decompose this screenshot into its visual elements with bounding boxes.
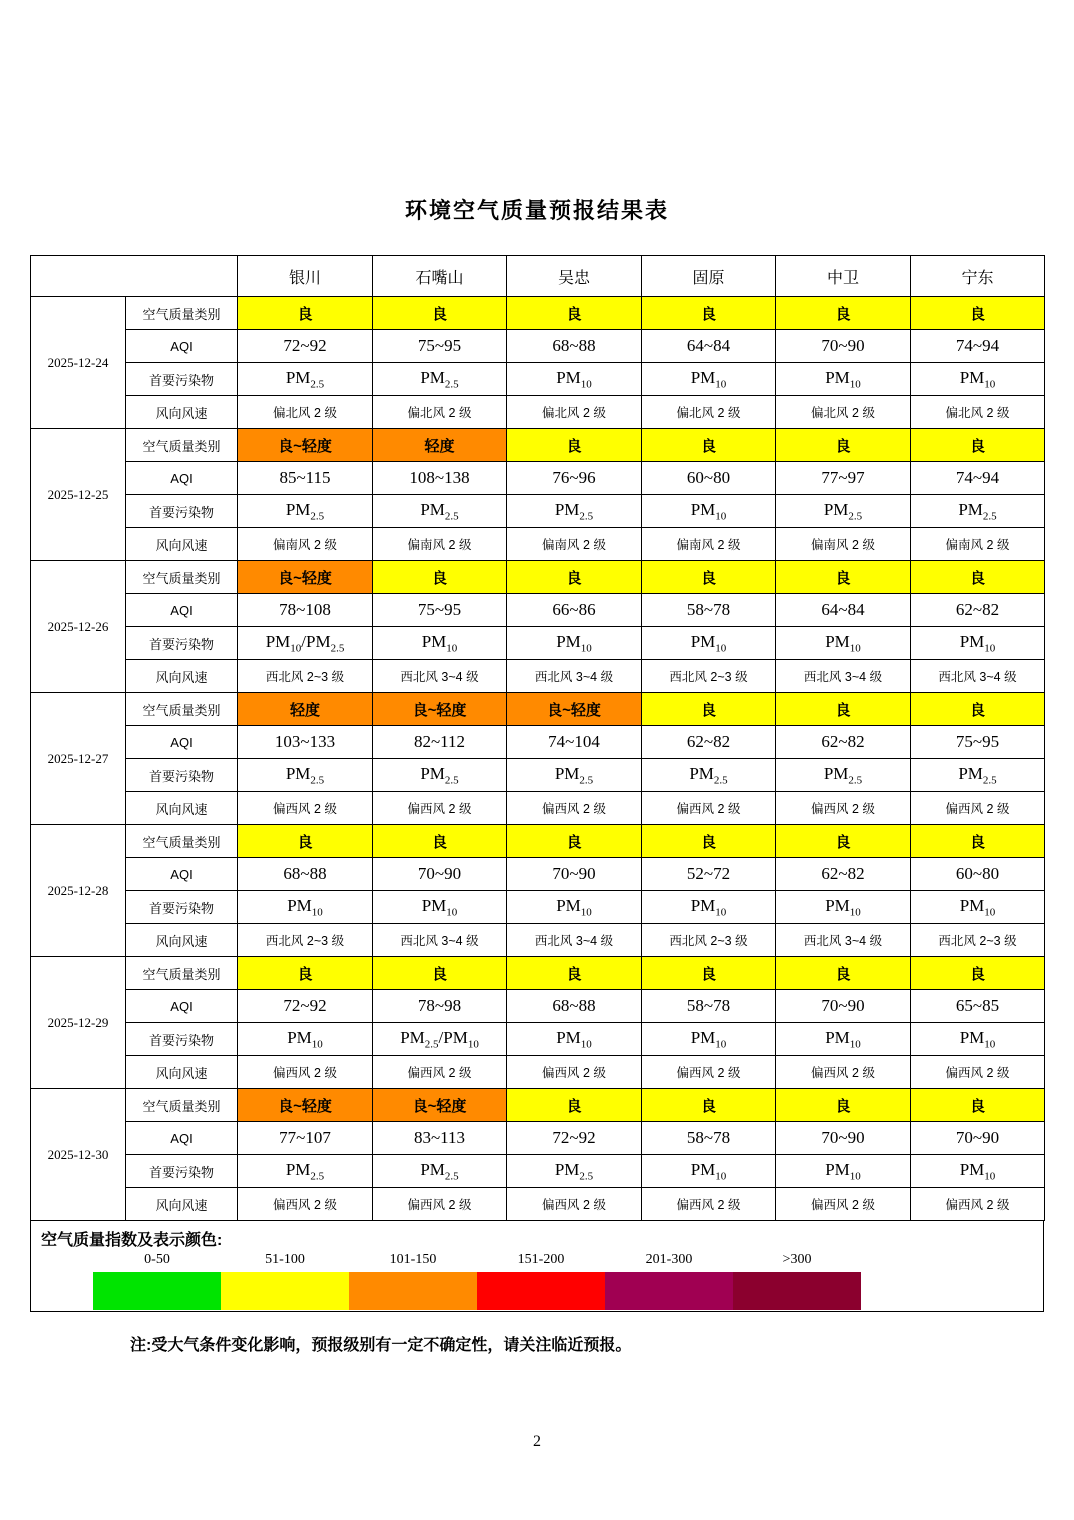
pollutant-cell: $PM_{10}$	[776, 363, 911, 396]
pollutant-cell: $PM_{2.5}$	[507, 759, 642, 792]
wind-cell: 偏西风 2 级	[642, 1056, 776, 1089]
category-cell: 良~轻度	[238, 1089, 373, 1122]
wind-cell: 偏南风 2 级	[642, 528, 776, 561]
category-cell: 良	[911, 561, 1045, 594]
aqi-cell: 60~80	[642, 462, 776, 495]
wind-cell: 西北风 2~3 级	[911, 924, 1045, 957]
aqi-cell: 62~82	[776, 858, 911, 891]
pollutant-cell: $PM_{2.5}$	[238, 759, 373, 792]
table-row	[31, 825, 1045, 858]
aqi-cell: 108~138	[373, 462, 507, 495]
city-header: 固原	[642, 256, 776, 297]
corner-cell	[31, 256, 238, 297]
pollutant-cell: $PM_{10}$	[911, 1023, 1045, 1056]
pollutant-cell: $PM_{2.5}/PM_{10}$	[373, 1023, 507, 1056]
category-cell: 轻度	[373, 429, 507, 462]
category-cell: 良	[911, 1089, 1045, 1122]
city-header: 银川	[238, 256, 373, 297]
aqi-cell: 82~112	[373, 726, 507, 759]
date-cell: 2025-12-30	[31, 1089, 126, 1221]
aqi-cell: 78~108	[238, 594, 373, 627]
legend-range-labels	[93, 1252, 861, 1268]
page-number: 2	[533, 1433, 541, 1450]
category-cell: 良	[642, 957, 776, 990]
city-header: 宁东	[911, 256, 1045, 297]
table-row	[31, 594, 1045, 627]
aqi-color-legend	[30, 1221, 1044, 1312]
category-cell: 良	[911, 693, 1045, 726]
wind-cell: 偏西风 2 级	[373, 1188, 507, 1221]
pollutant-cell: $PM_{2.5}$	[507, 1155, 642, 1188]
category-cell: 良	[507, 825, 642, 858]
pollutant-cell: $PM_{10}$	[776, 891, 911, 924]
row-label-aqi: AQI	[126, 330, 238, 363]
legend-title: 空气质量指数及表示颜色:	[41, 1232, 223, 1249]
city-header: 中卫	[776, 256, 911, 297]
aqi-cell: 58~78	[642, 594, 776, 627]
table-row	[31, 1056, 1045, 1089]
pollutant-cell: $PM_{2.5}$	[373, 1155, 507, 1188]
row-label-pollutant: 首要污染物	[126, 1023, 238, 1056]
wind-cell: 偏北风 2 级	[911, 396, 1045, 429]
pollutant-cell: $PM_{2.5}$	[911, 759, 1045, 792]
category-cell: 良	[507, 297, 642, 330]
wind-cell: 偏北风 2 级	[642, 396, 776, 429]
wind-cell: 西北风 3~4 级	[373, 924, 507, 957]
wind-cell: 偏南风 2 级	[911, 528, 1045, 561]
wind-cell: 偏西风 2 级	[642, 792, 776, 825]
pollutant-cell: $PM_{10}$	[507, 627, 642, 660]
category-cell: 良~轻度	[373, 693, 507, 726]
pollutant-cell: $PM_{2.5}$	[911, 495, 1045, 528]
category-cell: 良~轻度	[238, 561, 373, 594]
table-row	[31, 858, 1045, 891]
date-cell: 2025-12-25	[31, 429, 126, 561]
row-label-wind: 风向风速	[126, 924, 238, 957]
aqi-cell: 62~82	[642, 726, 776, 759]
row-label-aqi: AQI	[126, 858, 238, 891]
table-row	[31, 297, 1045, 330]
wind-cell: 偏西风 2 级	[911, 792, 1045, 825]
aqi-cell: 65~85	[911, 990, 1045, 1023]
table-row	[31, 1023, 1045, 1056]
row-label-pollutant: 首要污染物	[126, 363, 238, 396]
aqi-cell: 74~104	[507, 726, 642, 759]
forecast-table-wrapper	[30, 255, 1044, 1312]
aqi-cell: 75~95	[911, 726, 1045, 759]
legend-color-swatch	[477, 1272, 605, 1310]
pollutant-cell: $PM_{2.5}$	[776, 759, 911, 792]
wind-cell: 偏西风 2 级	[238, 1188, 373, 1221]
pollutant-cell: $PM_{10}$	[642, 1023, 776, 1056]
row-label-wind: 风向风速	[126, 660, 238, 693]
table-row	[31, 495, 1045, 528]
pollutant-cell: $PM_{2.5}$	[238, 1155, 373, 1188]
aqi-cell: 70~90	[776, 1122, 911, 1155]
aqi-cell: 76~96	[507, 462, 642, 495]
wind-cell: 偏西风 2 级	[642, 1188, 776, 1221]
category-cell: 良	[238, 297, 373, 330]
wind-cell: 偏南风 2 级	[507, 528, 642, 561]
wind-cell: 西北风 2~3 级	[238, 660, 373, 693]
aqi-cell: 68~88	[238, 858, 373, 891]
row-label-category: 空气质量类别	[126, 297, 238, 330]
page-title: 环境空气质量预报结果表	[404, 198, 669, 223]
table-row	[31, 363, 1045, 396]
row-label-pollutant: 首要污染物	[126, 627, 238, 660]
row-label-wind: 风向风速	[126, 1188, 238, 1221]
category-cell: 良	[642, 1089, 776, 1122]
wind-cell: 偏西风 2 级	[507, 792, 642, 825]
category-cell: 良	[776, 297, 911, 330]
table-row	[31, 726, 1045, 759]
wind-cell: 偏西风 2 级	[911, 1188, 1045, 1221]
table-row	[31, 1188, 1045, 1221]
aqi-cell: 68~88	[507, 330, 642, 363]
aqi-cell: 70~90	[776, 330, 911, 363]
aqi-cell: 74~94	[911, 462, 1045, 495]
category-cell: 良	[776, 825, 911, 858]
table-row	[31, 462, 1045, 495]
category-cell: 良	[373, 825, 507, 858]
wind-cell: 偏南风 2 级	[776, 528, 911, 561]
wind-cell: 偏西风 2 级	[238, 792, 373, 825]
pollutant-cell: $PM_{10}$	[507, 891, 642, 924]
aqi-cell: 70~90	[507, 858, 642, 891]
table-row	[31, 396, 1045, 429]
row-label-pollutant: 首要污染物	[126, 495, 238, 528]
table-row	[31, 528, 1045, 561]
legend-color-swatch	[93, 1272, 221, 1310]
category-cell: 良	[911, 957, 1045, 990]
table-row	[31, 693, 1045, 726]
wind-cell: 西北风 3~4 级	[507, 660, 642, 693]
aqi-cell: 75~95	[373, 330, 507, 363]
table-row	[31, 660, 1045, 693]
aqi-cell: 70~90	[776, 990, 911, 1023]
category-cell: 良	[373, 561, 507, 594]
wind-cell: 西北风 3~4 级	[507, 924, 642, 957]
wind-cell: 偏北风 2 级	[507, 396, 642, 429]
aqi-cell: 66~86	[507, 594, 642, 627]
row-label-category: 空气质量类别	[126, 693, 238, 726]
category-cell: 良	[776, 693, 911, 726]
wind-cell: 偏南风 2 级	[373, 528, 507, 561]
category-cell: 良	[776, 429, 911, 462]
legend-color-swatch	[349, 1272, 477, 1310]
wind-cell: 西北风 2~3 级	[238, 924, 373, 957]
pollutant-cell: $PM_{10}$	[911, 363, 1045, 396]
aqi-cell: 70~90	[911, 1122, 1045, 1155]
pollutant-cell: $PM_{10}$	[642, 363, 776, 396]
category-cell: 良	[642, 693, 776, 726]
aqi-cell: 60~80	[911, 858, 1045, 891]
wind-cell: 偏西风 2 级	[507, 1188, 642, 1221]
category-cell: 良	[642, 825, 776, 858]
legend-color-swatch	[733, 1272, 861, 1310]
aqi-cell: 64~84	[776, 594, 911, 627]
row-label-category: 空气质量类别	[126, 825, 238, 858]
aqi-cell: 68~88	[507, 990, 642, 1023]
row-label-aqi: AQI	[126, 462, 238, 495]
row-label-pollutant: 首要污染物	[126, 1155, 238, 1188]
legend-color-blocks	[93, 1272, 861, 1310]
category-cell: 良~轻度	[238, 429, 373, 462]
aqi-cell: 83~113	[373, 1122, 507, 1155]
aqi-cell: 78~98	[373, 990, 507, 1023]
category-cell: 良~轻度	[373, 1089, 507, 1122]
forecast-note: 注:受大气条件变化影响，预报级别有一定不确定性，请关注临近预报。	[130, 1337, 632, 1354]
row-label-wind: 风向风速	[126, 1056, 238, 1089]
wind-cell: 偏南风 2 级	[238, 528, 373, 561]
aqi-cell: 64~84	[642, 330, 776, 363]
category-cell: 良	[642, 297, 776, 330]
row-label-wind: 风向风速	[126, 792, 238, 825]
wind-cell: 西北风 3~4 级	[776, 660, 911, 693]
pollutant-cell: $PM_{2.5}$	[776, 495, 911, 528]
forecast-table	[30, 255, 1045, 1221]
aqi-cell: 62~82	[776, 726, 911, 759]
wind-cell: 西北风 3~4 级	[911, 660, 1045, 693]
date-cell: 2025-12-28	[31, 825, 126, 957]
pollutant-cell: $PM_{2.5}$	[507, 495, 642, 528]
category-cell: 良	[238, 825, 373, 858]
pollutant-cell: $PM_{2.5}$	[373, 363, 507, 396]
aqi-cell: 62~82	[911, 594, 1045, 627]
aqi-cell: 52~72	[642, 858, 776, 891]
pollutant-cell: $PM_{10}$	[776, 627, 911, 660]
wind-cell: 偏西风 2 级	[238, 1056, 373, 1089]
aqi-cell: 72~92	[238, 330, 373, 363]
legend-range-label: >300	[782, 1252, 812, 1267]
category-cell: 良	[507, 561, 642, 594]
row-label-wind: 风向风速	[126, 396, 238, 429]
legend-range-label: 0-50	[144, 1252, 170, 1267]
category-cell: 良	[642, 561, 776, 594]
row-label-aqi: AQI	[126, 1122, 238, 1155]
wind-cell: 偏西风 2 级	[911, 1056, 1045, 1089]
category-cell: 良	[507, 429, 642, 462]
wind-cell: 西北风 3~4 级	[776, 924, 911, 957]
category-cell: 良	[373, 297, 507, 330]
aqi-cell: 74~94	[911, 330, 1045, 363]
pollutant-cell: $PM_{10}$	[911, 627, 1045, 660]
table-row	[31, 330, 1045, 363]
pollutant-cell: $PM_{10}$	[911, 1155, 1045, 1188]
row-label-category: 空气质量类别	[126, 429, 238, 462]
wind-cell: 偏西风 2 级	[373, 792, 507, 825]
table-row	[31, 792, 1045, 825]
row-label-aqi: AQI	[126, 990, 238, 1023]
row-label-wind: 风向风速	[126, 528, 238, 561]
category-cell: 良	[776, 957, 911, 990]
pollutant-cell: $PM_{10}$	[507, 1023, 642, 1056]
row-label-aqi: AQI	[126, 594, 238, 627]
wind-cell: 偏北风 2 级	[238, 396, 373, 429]
row-label-aqi: AQI	[126, 726, 238, 759]
row-label-category: 空气质量类别	[126, 1089, 238, 1122]
header-row	[31, 256, 1045, 297]
pollutant-cell: $PM_{10}$	[911, 891, 1045, 924]
pollutant-cell: $PM_{10}$	[642, 627, 776, 660]
row-label-category: 空气质量类别	[126, 957, 238, 990]
date-cell: 2025-12-29	[31, 957, 126, 1089]
pollutant-cell: $PM_{2.5}$	[642, 759, 776, 792]
pollutant-cell: $PM_{10}$	[776, 1023, 911, 1056]
pollutant-cell: $PM_{10}$	[642, 891, 776, 924]
legend-range-label: 101-150	[389, 1252, 437, 1267]
category-cell: 良	[776, 561, 911, 594]
wind-cell: 西北风 2~3 级	[642, 660, 776, 693]
pollutant-cell: $PM_{2.5}$	[238, 495, 373, 528]
category-cell: 良	[911, 429, 1045, 462]
aqi-cell: 70~90	[373, 858, 507, 891]
category-cell: 良	[373, 957, 507, 990]
category-cell: 良	[238, 957, 373, 990]
aqi-cell: 72~92	[238, 990, 373, 1023]
table-row	[31, 1122, 1045, 1155]
table-row	[31, 957, 1045, 990]
row-label-category: 空气质量类别	[126, 561, 238, 594]
legend-color-swatch	[221, 1272, 349, 1310]
pollutant-cell: $PM_{2.5}$	[238, 363, 373, 396]
category-cell: 良	[911, 825, 1045, 858]
aqi-cell: 77~97	[776, 462, 911, 495]
city-header: 石嘴山	[373, 256, 507, 297]
table-row	[31, 429, 1045, 462]
aqi-cell: 72~92	[507, 1122, 642, 1155]
table-row	[31, 1155, 1045, 1188]
wind-cell: 偏西风 2 级	[373, 1056, 507, 1089]
table-row	[31, 627, 1045, 660]
category-cell: 良	[507, 957, 642, 990]
wind-cell: 偏西风 2 级	[776, 1188, 911, 1221]
table-row	[31, 561, 1045, 594]
legend-range-label: 151-200	[517, 1252, 565, 1267]
pollutant-cell: $PM_{10}$	[238, 891, 373, 924]
category-cell: 良	[776, 1089, 911, 1122]
wind-cell: 偏西风 2 级	[776, 792, 911, 825]
wind-cell: 偏西风 2 级	[776, 1056, 911, 1089]
table-row	[31, 990, 1045, 1023]
pollutant-cell: $PM_{10}$	[642, 1155, 776, 1188]
row-label-pollutant: 首要污染物	[126, 759, 238, 792]
row-label-pollutant: 首要污染物	[126, 891, 238, 924]
table-row	[31, 924, 1045, 957]
pollutant-cell: $PM_{10}$	[373, 627, 507, 660]
aqi-cell: 58~78	[642, 990, 776, 1023]
wind-cell: 偏西风 2 级	[507, 1056, 642, 1089]
category-cell: 良	[642, 429, 776, 462]
aqi-cell: 75~95	[373, 594, 507, 627]
category-cell: 轻度	[238, 693, 373, 726]
table-row	[31, 891, 1045, 924]
category-cell: 良	[911, 297, 1045, 330]
pollutant-cell: $PM_{2.5}$	[373, 759, 507, 792]
pollutant-cell: $PM_{10}$	[507, 363, 642, 396]
aqi-cell: 58~78	[642, 1122, 776, 1155]
aqi-cell: 77~107	[238, 1122, 373, 1155]
wind-cell: 西北风 3~4 级	[373, 660, 507, 693]
wind-cell: 偏北风 2 级	[776, 396, 911, 429]
legend-range-label: 201-300	[645, 1252, 693, 1267]
date-cell: 2025-12-24	[31, 297, 126, 429]
date-cell: 2025-12-26	[31, 561, 126, 693]
wind-cell: 偏北风 2 级	[373, 396, 507, 429]
city-header: 吴忠	[507, 256, 642, 297]
wind-cell: 西北风 2~3 级	[642, 924, 776, 957]
date-cell: 2025-12-27	[31, 693, 126, 825]
pollutant-cell: $PM_{10}$	[373, 891, 507, 924]
table-row	[31, 759, 1045, 792]
category-cell: 良~轻度	[507, 693, 642, 726]
pollutant-cell: $PM_{10}/PM_{2.5}$	[238, 627, 373, 660]
table-row	[31, 1089, 1045, 1122]
legend-range-label: 51-100	[265, 1252, 305, 1267]
legend-color-swatch	[605, 1272, 733, 1310]
aqi-cell: 85~115	[238, 462, 373, 495]
category-cell: 良	[507, 1089, 642, 1122]
pollutant-cell: $PM_{10}$	[642, 495, 776, 528]
pollutant-cell: $PM_{10}$	[238, 1023, 373, 1056]
pollutant-cell: $PM_{10}$	[776, 1155, 911, 1188]
pollutant-cell: $PM_{2.5}$	[373, 495, 507, 528]
aqi-cell: 103~133	[238, 726, 373, 759]
